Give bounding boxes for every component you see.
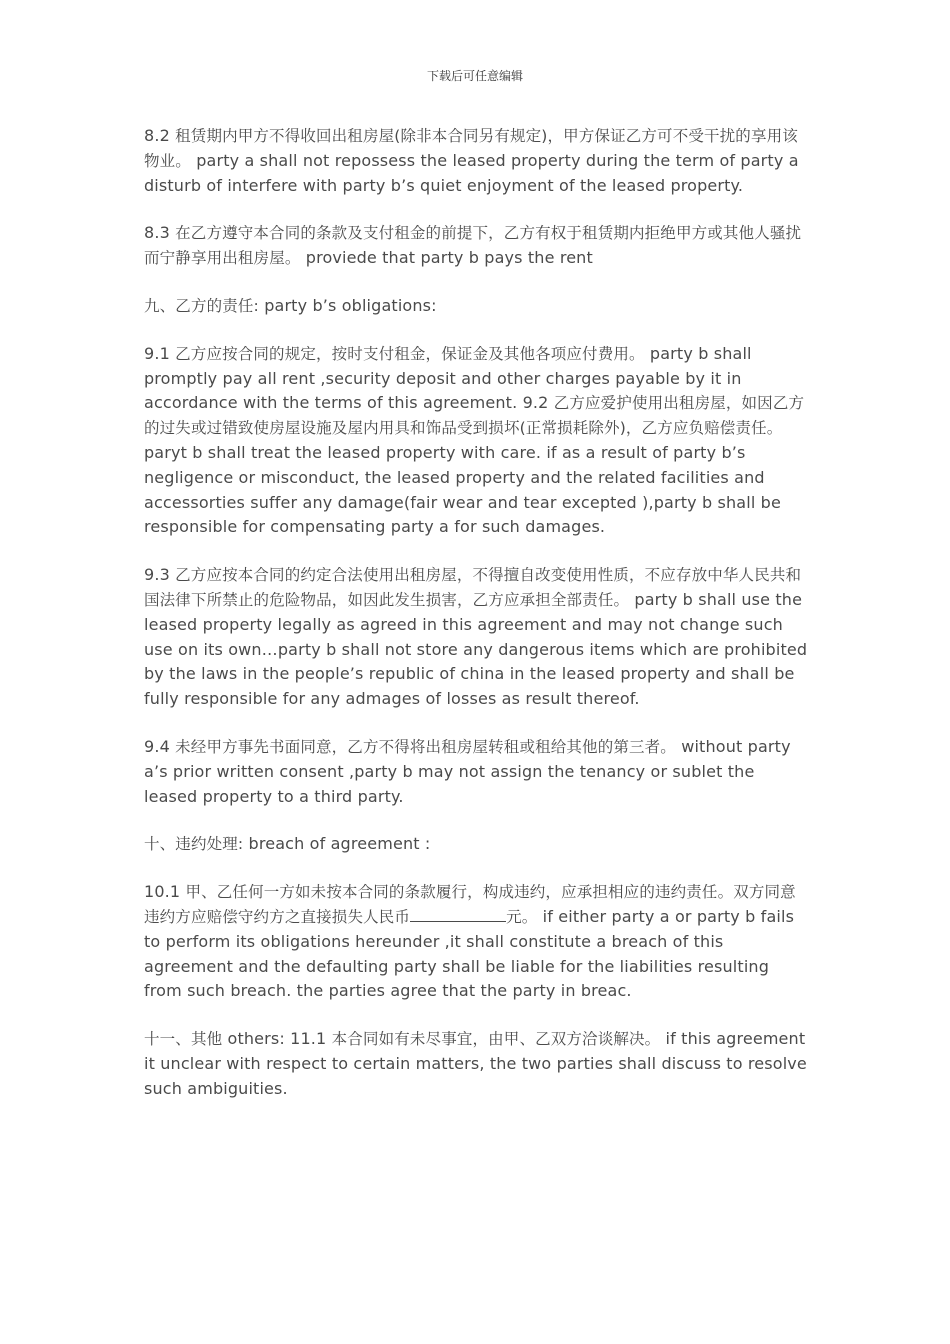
clause-number: 8.2 bbox=[144, 126, 170, 145]
clause-text-zh: 本合同如有未尽事宜，由甲、乙双方洽谈解决。 bbox=[331, 1030, 661, 1049]
clause-9-4 bbox=[144, 735, 808, 809]
section-heading-zh: 十、违约处理: bbox=[144, 835, 244, 854]
clause-text-zh: 乙方应按合同的规定，按时支付租金，保证金及其他各项应付费用。 bbox=[175, 344, 645, 363]
document-body bbox=[144, 124, 808, 1125]
clause-text-zh: 在乙方遵守本合同的条款及支付租金的前提下，乙方有权于租赁期内拒绝甲方或其他人骚扰而宁静享用出租房屋。 bbox=[144, 224, 802, 268]
header-note: 下载后可任意编辑 bbox=[426, 69, 523, 83]
section-10-heading bbox=[144, 832, 808, 857]
clause-text-en: party a shall not repossess the leased property during the term of party a disturb of interfere with party b’s quiet enjoyment of the leased property. bbox=[144, 150, 799, 195]
clause-text-zh-suffix: 元。 bbox=[506, 907, 538, 926]
section-heading-zh: 九、乙方的责任: bbox=[144, 296, 259, 315]
clause-text-zh: 乙方应按本合同的约定合法使用出租房屋，不得擅自改变使用性质，不应存放中华人民共和国法律下所禁止的危险物品，如因此发生损害，乙方应承担全部责任。 bbox=[144, 566, 802, 609]
clause-text-en: if this agreement it unclear with respect to certain matters, the two parties shall discuss to resolve such ambiguities. bbox=[144, 1029, 807, 1098]
clause-text-en: party b shall use the leased property legally as agreed in this agreement and may not change such use on its own…party b shall not store any dangerous items which are prohibited by the laws in the people’s republic of china in the leased property and shall be fully responsible for any admages of losses as result thereof. bbox=[144, 589, 808, 709]
clause-text-zh: 乙方应爱护使用出租房屋，如因乙方的过失或过错致使房屋设施及屋内用具和饰品受到损坏(正常损耗除外)，乙方应负赔偿责任。 bbox=[144, 394, 805, 438]
clause-9-1-9-2 bbox=[144, 342, 808, 540]
clause-text-en: without party a’s prior written consent ,party b may not assign the tenancy or sublet the leased property to a third party. bbox=[144, 736, 791, 806]
clause-text-zh: 未经甲方事先书面同意，乙方不得将出租房屋转租或租给其他的第三者。 bbox=[175, 737, 676, 756]
clause-text-zh: 甲、乙任何一方如未按本合同的条款履行，构成违约，应承担相应的违约责任。双方同意违约方应赔偿守约方之直接损失人民币 bbox=[144, 883, 796, 926]
clause-text-en: party b shall promptly pay all rent ,security deposit and other charges payable by it in accordance with the terms of this agreement. bbox=[144, 343, 752, 413]
clause-8-3 bbox=[144, 221, 808, 271]
clause-number: 8.3 bbox=[144, 223, 170, 243]
section-11 bbox=[144, 1027, 808, 1101]
clause-10-1 bbox=[144, 880, 808, 1004]
clause-text-en: paryt b shall treat the leased property with care. if as a result of party b’s negligence or misconduct, the leased property and the related facilities and accessorties suffer any damage(fair wear and tear excepted ),party b shall be responsible for compensating party a for such damages. bbox=[144, 442, 781, 537]
clause-number: 10.1 bbox=[144, 882, 181, 902]
section-9-heading bbox=[144, 294, 808, 319]
clause-number: 9.3 bbox=[144, 565, 170, 585]
clause-9-3 bbox=[144, 563, 808, 712]
section-heading-zh: 十一、其他 bbox=[144, 1030, 223, 1049]
clause-number: 9.4 bbox=[144, 736, 170, 756]
section-heading-en: others: 11.1 bbox=[227, 1029, 327, 1049]
section-heading-en: party b’s obligations: bbox=[264, 295, 437, 315]
amount-blank-line bbox=[410, 907, 506, 922]
section-heading-en: breach of agreement : bbox=[248, 834, 431, 854]
clause-number: 9.2 bbox=[522, 393, 549, 413]
clause-number: 9.1 bbox=[144, 343, 170, 363]
clause-text-en: if either party a or party b fails to perform its obligations hereunder ,it shall constitute a breach of this agreement and the defaulting party shall be liable for the liabilities resulting from such breach. the parties agree that the party in breac. bbox=[144, 906, 795, 1001]
clause-8-2 bbox=[144, 124, 808, 198]
clause-text-en: proviede that party b pays the rent bbox=[305, 248, 593, 268]
clause-text-zh: 租赁期内甲方不得收回出租房屋(除非本合同另有规定)，甲方保证乙方可不受干扰的享用该物业。 bbox=[144, 127, 798, 170]
